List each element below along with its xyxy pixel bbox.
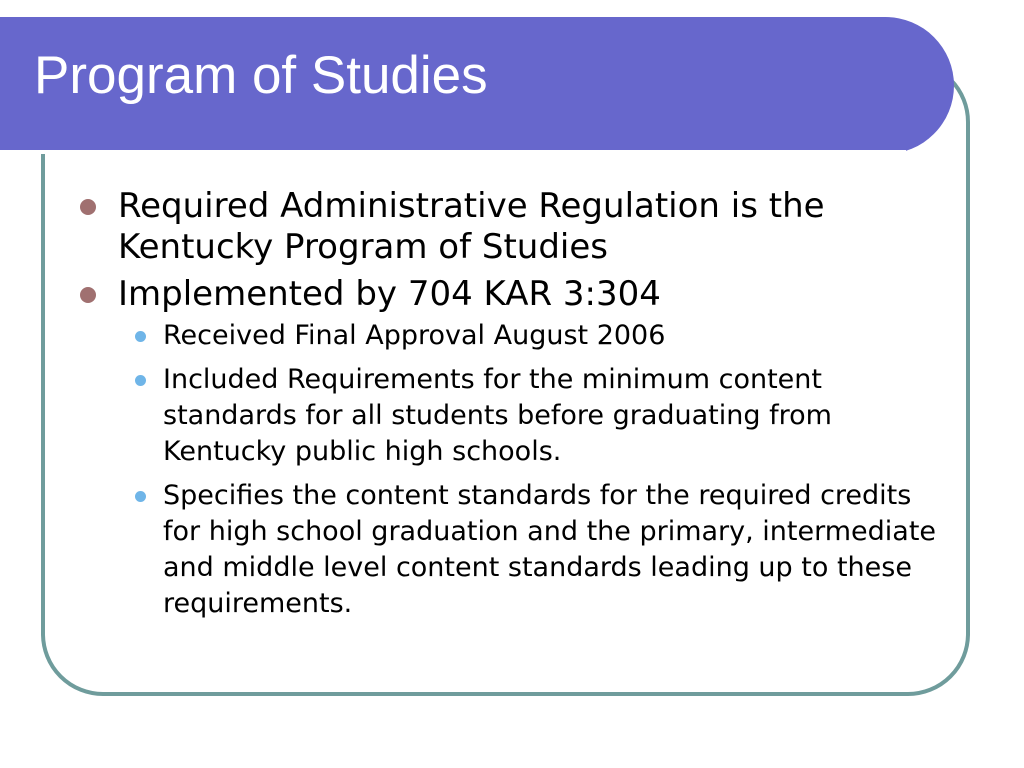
bullet-item <box>80 274 950 622</box>
sub-bullet-item <box>118 362 950 470</box>
sub-bullet-item <box>118 318 950 354</box>
bullet-text: Required Administrative Regulation is the Kentucky Program of Studies <box>118 186 825 267</box>
sub-bullet-list <box>118 318 950 622</box>
bullet-text: Implemented by 704 KAR 3:304 <box>118 274 661 314</box>
sub-bullet-item <box>118 478 950 622</box>
bullet-dot-icon <box>80 287 96 303</box>
title-underline <box>0 150 906 154</box>
bullet-list <box>80 186 950 630</box>
sub-bullet-dot-icon <box>135 375 146 386</box>
sub-bullet-text: Included Requirements for the minimum content standards for all students before graduating from Kentucky public high schools. <box>163 364 832 467</box>
slide-title: Program of Studies <box>34 46 488 105</box>
sub-bullet-dot-icon <box>135 331 146 342</box>
sub-bullet-text: Received Final Approval August 2006 <box>163 320 666 351</box>
sub-bullet-text: Specifies the content standards for the required credits for high school graduation and the primary, intermediate and middle level content standards leading up to these requirements. <box>163 480 937 619</box>
bullet-dot-icon <box>80 199 96 215</box>
sub-bullet-dot-icon <box>135 491 146 502</box>
bullet-item <box>80 186 950 268</box>
